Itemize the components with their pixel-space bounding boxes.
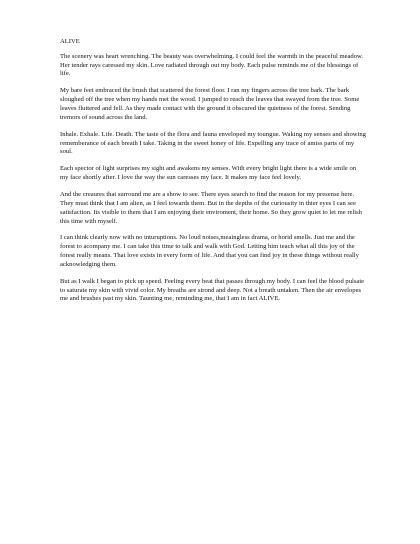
paragraph-5: And the creaures that surround me are a show to see. There eyes search to find the reason for my presense here. They must think that I am alien, as I feel towards them. But in the depths of the curiousity in thier eyes I can see satisfaction. Its visible to them that I am enjoying their enviroment, their home. So they grow quiet to let me relish this time with myself. bbox=[60, 191, 362, 225]
document-title: ALIVE bbox=[60, 38, 80, 45]
paragraph-7: But as I walk I began to pick up speed. Feeling every beat that passes through my body. I can feel the blood pulsate to saturate my skin with vivid color. My breaths are strond and deep. Not a breath untaken. Then the air envelopes me and brushes past my skin. Taunting me, reminding me, that I am in fact ALIVE. bbox=[60, 277, 365, 303]
paragraph-6: I can think clearly now with no inturuptions. No loud noises,meaingless drama, or horid smells. Just me and the forest to acompany me. I can take this time to talk and walk with God. Letting him teach what all this joy of the forest really means. That love exists in every form of life. And that you can find joy in these things without really acknowledging them. bbox=[60, 234, 359, 268]
paragraph-3: Inhale. Exhale. Life. Death. The taste of the flora and fauna enveloped my toungue. Waking my senses and showing rememberance of each breath I take. Taking in the sweet honey of life. Expelling any trace of amiss parts of my soul. bbox=[60, 130, 366, 156]
paragraph-4: Each spector of light surprises my sight and awakens my senses. With every bright light there is a wide smile on my face shortly after. I love the way the sun caresses my face. It makes my face feel lovely. bbox=[60, 165, 357, 182]
paragraph-2: My bare feet embraced the brush that scattered the forest floor. I ran my fingers across the tree bark. The bark sloughed off the tree when my hands met the wood. I jumped to reach the leaves that swayed from the tree. Some leaves fluttered and fell. As they made contact with the ground it obscured the quietness of the forest. Sending tremors of sound across the land. bbox=[60, 87, 360, 121]
paragraph-1: The scenery was heart wrenching. The beauty was overwhelming. I could feel the warmth in the peaceful meadow. Her tender rays caressed my skin. Love radiated through out my body. Each pulse reminds me of the blessings of life. bbox=[60, 52, 364, 78]
